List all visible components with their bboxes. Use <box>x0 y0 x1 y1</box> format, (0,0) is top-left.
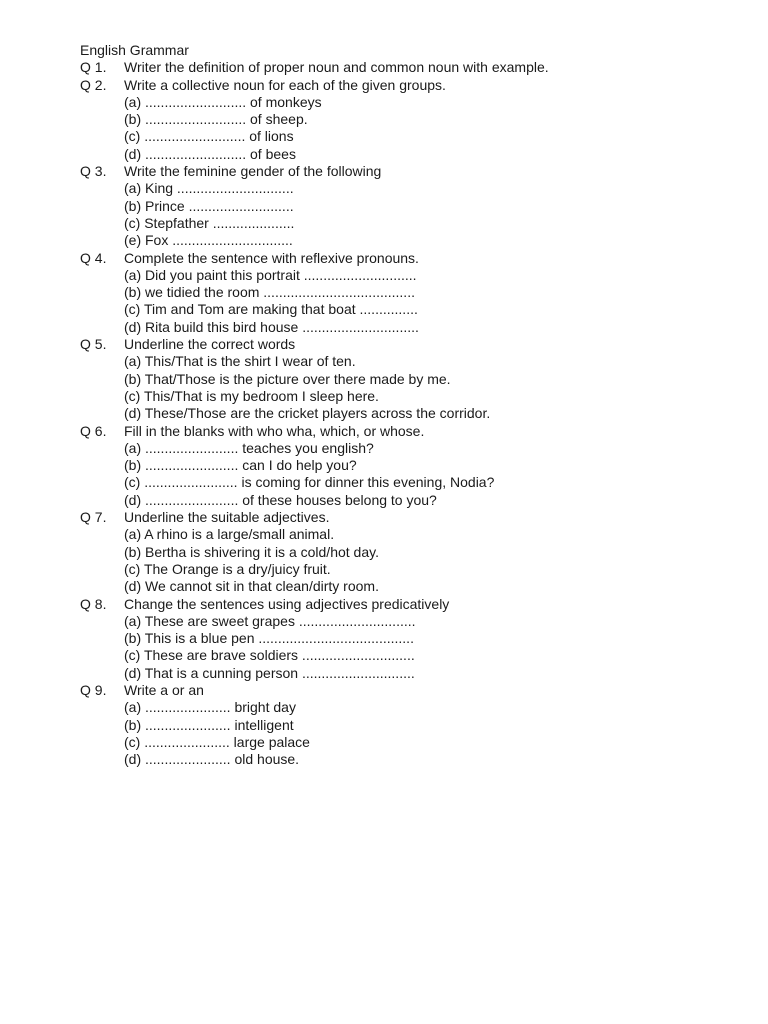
question-number: Q 9. <box>80 681 107 698</box>
question-item: (a) This/That is the shirt I wear of ten. <box>124 353 356 370</box>
question-text: Underline the correct words <box>124 336 296 353</box>
question-item: (e) Fox ............................... <box>124 232 293 249</box>
question-number: Q 3. <box>80 163 107 180</box>
question-item: (d) .......................... of bees <box>124 145 296 162</box>
question-text: Write the feminine gender of the following <box>124 163 382 180</box>
question-item: (b) This is a blue pen ........................................ <box>124 630 414 647</box>
question-item: (c) These are brave soldiers ............................. <box>124 647 415 664</box>
question-number: Q 4. <box>80 249 107 266</box>
question-number: Q 5. <box>80 336 107 353</box>
question-6 <box>80 423 740 509</box>
question-item: (b) That/Those is the picture over there made by me. <box>124 370 451 387</box>
question-item: (d) That is a cunning person ............................. <box>124 664 415 681</box>
question-item: (a) These are sweet grapes .............................. <box>124 612 416 629</box>
question-number: Q 7. <box>80 509 107 526</box>
question-7 <box>80 509 740 595</box>
question-9 <box>80 682 740 768</box>
question-item: (a) Did you paint this portrait ............................. <box>124 266 417 283</box>
question-5 <box>80 336 740 422</box>
question-row <box>80 77 740 94</box>
question-text: Fill in the blanks with who wha, which, or whose. <box>124 422 425 439</box>
question-text: Writer the definition of proper noun and common noun with example. <box>124 59 549 76</box>
question-item: (a) .......................... of monkeys <box>124 93 322 110</box>
question-item: (a) King .............................. <box>124 180 294 197</box>
question-number: Q 6. <box>80 422 107 439</box>
question-row <box>80 596 740 613</box>
question-item: (b) Prince ........................... <box>124 197 294 214</box>
question-4 <box>80 250 740 336</box>
question-item: (a) ........................ teaches you english? <box>124 439 374 456</box>
question-item: (b) .......................... of sheep. <box>124 111 308 128</box>
question-item: (c) This/That is my bedroom I sleep here. <box>124 387 379 404</box>
question-item: (a) ...................... bright day <box>124 699 296 716</box>
question-item: (c) The Orange is a dry/juicy fruit. <box>124 560 331 577</box>
question-item: (d) ........................ of these houses belong to you? <box>124 491 437 508</box>
question-row <box>80 59 740 76</box>
question-item: (b) ........................ can I do help you? <box>124 457 357 474</box>
question-8 <box>80 596 740 682</box>
question-item: (c) ........................ is coming for dinner this evening, Nodia? <box>124 474 495 491</box>
question-item: (b) Bertha is shivering it is a cold/hot day. <box>124 543 379 560</box>
question-1 <box>80 59 740 76</box>
question-row <box>80 423 740 440</box>
question-item: (b) we tidied the room ....................................... <box>124 284 415 301</box>
question-text: Write a collective noun for each of the given groups. <box>124 76 446 93</box>
question-2 <box>80 77 740 163</box>
question-row <box>80 509 740 526</box>
question-item: (d) These/Those are the cricket players across the corridor. <box>124 405 491 422</box>
question-item: (d) Rita build this bird house .............................. <box>124 318 419 335</box>
question-item: (d) We cannot sit in that clean/dirty room. <box>124 578 379 595</box>
question-number: Q 2. <box>80 76 107 93</box>
question-item: (c) ...................... large palace <box>124 733 310 750</box>
question-text: Write a or an <box>124 681 204 698</box>
question-row <box>80 163 740 180</box>
question-number: Q 8. <box>80 595 107 612</box>
question-item: (b) ...................... intelligent <box>124 716 294 733</box>
question-row <box>80 250 740 267</box>
question-item: (a) A rhino is a large/small animal. <box>124 526 335 543</box>
question-item: (c) .......................... of lions <box>124 128 294 145</box>
worksheet <box>80 42 740 768</box>
question-item: (d) ...................... old house. <box>124 751 300 768</box>
question-3 <box>80 163 740 249</box>
question-text: Change the sentences using adjectives predicatively <box>124 595 450 612</box>
question-item: (c) Tim and Tom are making that boat ............... <box>124 301 418 318</box>
question-number: Q 1. <box>80 59 107 76</box>
worksheet-title: English Grammar <box>80 42 189 58</box>
question-row <box>80 336 740 353</box>
question-text: Underline the suitable adjectives. <box>124 509 330 526</box>
question-row <box>80 682 740 699</box>
question-list <box>80 59 740 768</box>
question-text: Complete the sentence with reflexive pronouns. <box>124 249 419 266</box>
question-item: (c) Stepfather ..................... <box>124 214 295 231</box>
